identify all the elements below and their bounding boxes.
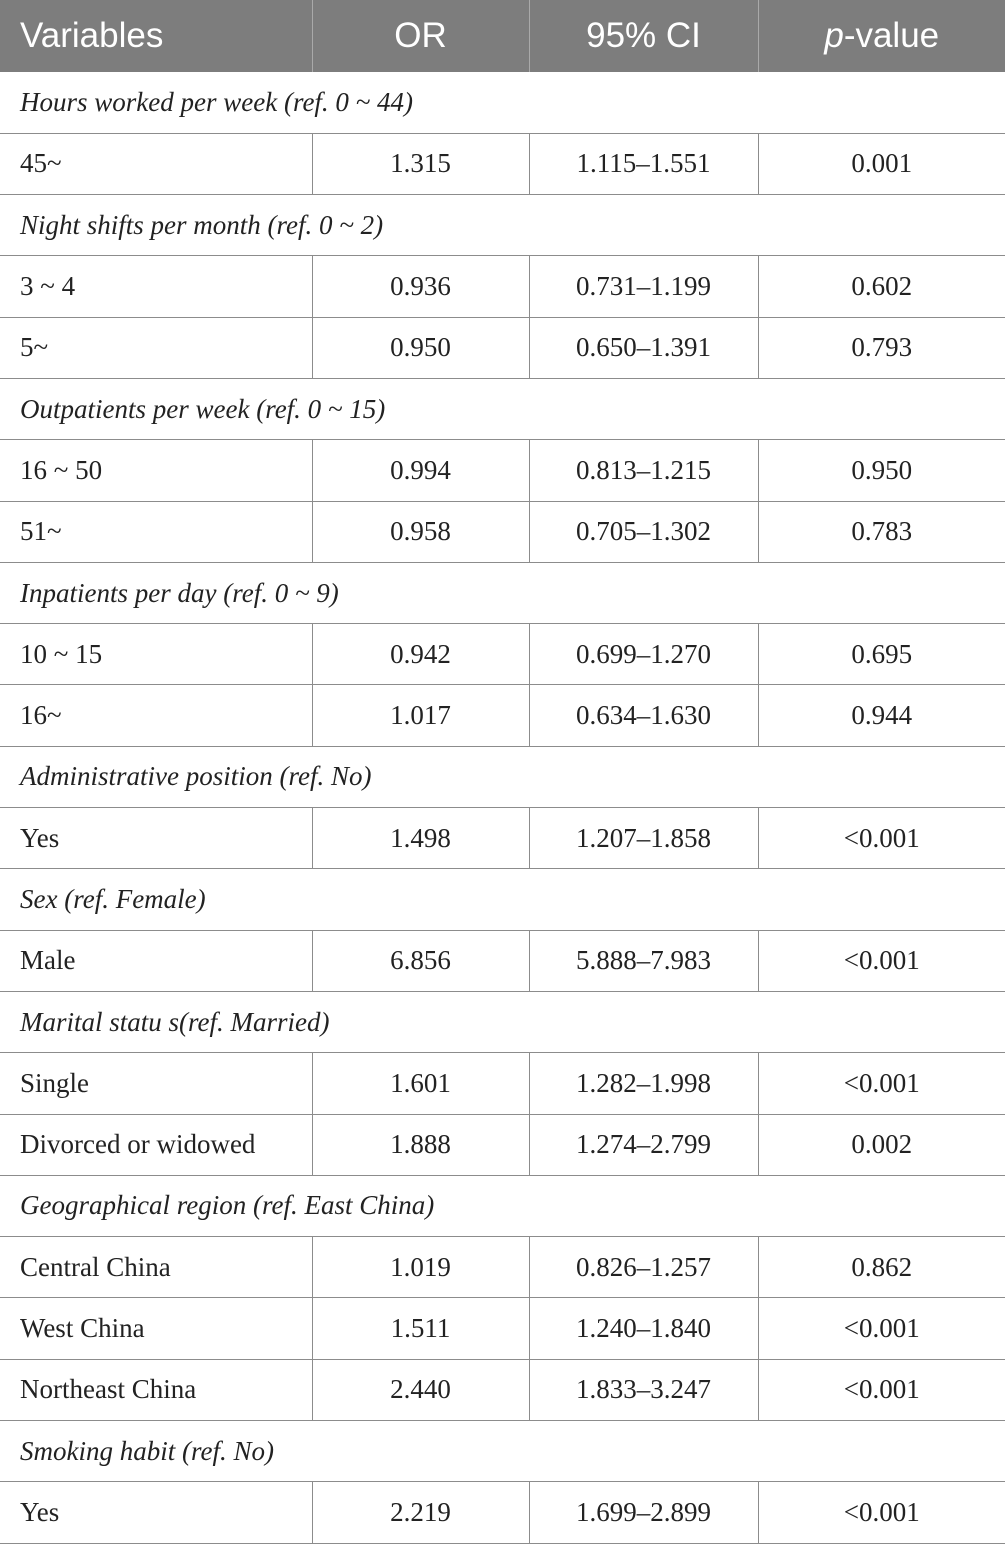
table-row: [0, 685, 1005, 746]
or-value: 1.601: [312, 1053, 529, 1114]
table-row: [0, 1359, 1005, 1420]
ci-value: 0.699–1.270: [529, 624, 758, 685]
table-row: [0, 1237, 1005, 1298]
table-row: [0, 1298, 1005, 1359]
p-value: 0.944: [758, 685, 1005, 746]
or-value: 0.950: [312, 317, 529, 378]
table-row: [0, 440, 1005, 501]
ci-value: 0.650–1.391: [529, 317, 758, 378]
row-label: West China: [0, 1298, 312, 1359]
or-value: 1.017: [312, 685, 529, 746]
group-label: Hours worked per week (ref. 0 ~ 44): [0, 72, 1005, 133]
p-value: 0.950: [758, 440, 1005, 501]
row-label: Divorced or widowed: [0, 1114, 312, 1175]
header-row: [0, 0, 1005, 72]
group-label: Marital statu s(ref. Married): [0, 991, 1005, 1052]
row-label: 3 ~ 4: [0, 256, 312, 317]
or-value: 0.958: [312, 501, 529, 562]
header-p-rest: -value: [843, 16, 940, 55]
table-row: [0, 133, 1005, 194]
or-value: 2.440: [312, 1359, 529, 1420]
p-value: <0.001: [758, 1482, 1005, 1543]
table-row: [0, 1482, 1005, 1543]
group-label: Outpatients per week (ref. 0 ~ 15): [0, 378, 1005, 439]
ci-value: 0.731–1.199: [529, 256, 758, 317]
group-label: Smoking habit (ref. No): [0, 1421, 1005, 1482]
group-label: Sex (ref. Female): [0, 869, 1005, 930]
or-value: 2.219: [312, 1482, 529, 1543]
row-label: Single: [0, 1053, 312, 1114]
group-header-row: [0, 378, 1005, 439]
ci-value: 1.699–2.899: [529, 1482, 758, 1543]
row-label: Yes: [0, 808, 312, 869]
or-value: 0.942: [312, 624, 529, 685]
group-header-row: [0, 991, 1005, 1052]
group-header-row: [0, 1421, 1005, 1482]
table-row: [0, 1053, 1005, 1114]
group-header-row: [0, 1175, 1005, 1236]
group-header-row: [0, 72, 1005, 133]
table-body: [0, 72, 1005, 1543]
row-label: Yes: [0, 1482, 312, 1543]
ci-value: 1.240–1.840: [529, 1298, 758, 1359]
row-label: 51~: [0, 501, 312, 562]
row-label: Northeast China: [0, 1359, 312, 1420]
or-value: 0.994: [312, 440, 529, 501]
table-row: [0, 1114, 1005, 1175]
p-value: <0.001: [758, 930, 1005, 991]
row-label: Male: [0, 930, 312, 991]
p-value: <0.001: [758, 1053, 1005, 1114]
group-header-row: [0, 195, 1005, 256]
or-value: 1.019: [312, 1237, 529, 1298]
table-row: [0, 501, 1005, 562]
ci-value: 0.826–1.257: [529, 1237, 758, 1298]
header-p-italic: p: [824, 16, 844, 55]
table-row: [0, 808, 1005, 869]
header-or: OR: [312, 0, 529, 72]
ci-value: 1.274–2.799: [529, 1114, 758, 1175]
row-label: 16 ~ 50: [0, 440, 312, 501]
group-label: Night shifts per month (ref. 0 ~ 2): [0, 195, 1005, 256]
ci-value: 1.115–1.551: [529, 133, 758, 194]
group-label: Inpatients per day (ref. 0 ~ 9): [0, 562, 1005, 623]
table-row: [0, 317, 1005, 378]
group-label: Geographical region (ref. East China): [0, 1175, 1005, 1236]
ci-value: 1.282–1.998: [529, 1053, 758, 1114]
p-value: 0.862: [758, 1237, 1005, 1298]
group-header-row: [0, 746, 1005, 807]
header-p-value: [758, 0, 1005, 72]
p-value: 0.602: [758, 256, 1005, 317]
ci-value: 5.888–7.983: [529, 930, 758, 991]
ci-value: 0.634–1.630: [529, 685, 758, 746]
ci-value: 0.813–1.215: [529, 440, 758, 501]
table-row: [0, 256, 1005, 317]
p-value: <0.001: [758, 1359, 1005, 1420]
group-label: Administrative position (ref. No): [0, 746, 1005, 807]
p-value: 0.002: [758, 1114, 1005, 1175]
p-value: 0.001: [758, 133, 1005, 194]
group-header-row: [0, 869, 1005, 930]
ci-value: 1.833–3.247: [529, 1359, 758, 1420]
or-value: 1.315: [312, 133, 529, 194]
table-row: [0, 930, 1005, 991]
header-ci: 95% CI: [529, 0, 758, 72]
table-header: [0, 0, 1005, 72]
group-header-row: [0, 562, 1005, 623]
row-label: 10 ~ 15: [0, 624, 312, 685]
p-value: 0.793: [758, 317, 1005, 378]
p-value: <0.001: [758, 1298, 1005, 1359]
row-label: 45~: [0, 133, 312, 194]
p-value: 0.695: [758, 624, 1005, 685]
or-value: 1.511: [312, 1298, 529, 1359]
or-value: 6.856: [312, 930, 529, 991]
or-value: 1.888: [312, 1114, 529, 1175]
row-label: 5~: [0, 317, 312, 378]
row-label: Central China: [0, 1237, 312, 1298]
or-value: 1.498: [312, 808, 529, 869]
table-row: [0, 624, 1005, 685]
p-value: 0.783: [758, 501, 1005, 562]
row-label: 16~: [0, 685, 312, 746]
or-value: 0.936: [312, 256, 529, 317]
ci-value: 0.705–1.302: [529, 501, 758, 562]
p-value: <0.001: [758, 808, 1005, 869]
header-variables: Variables: [0, 0, 312, 72]
ci-value: 1.207–1.858: [529, 808, 758, 869]
